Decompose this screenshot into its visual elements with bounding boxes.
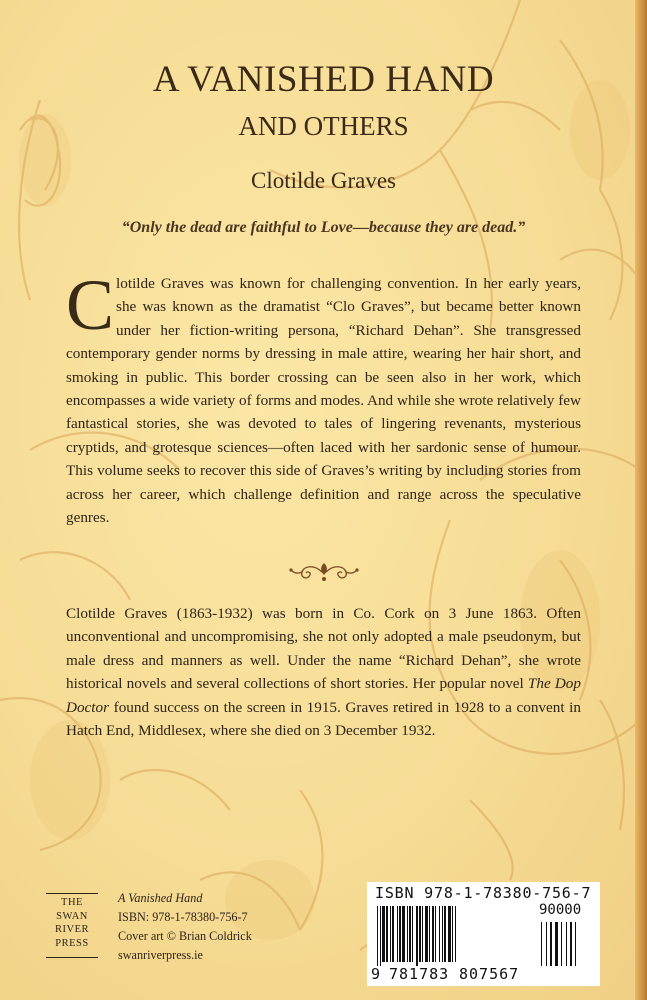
publisher-logo <box>46 893 98 961</box>
barcode-bar <box>397 906 398 962</box>
barcode-bar <box>412 906 413 962</box>
barcode-bar <box>448 906 451 962</box>
barcode-bar <box>419 906 421 962</box>
bio-text-start: Clotilde Graves (1863-1932) was born in Co. Cork on 3 June 1863. Often unconventional and uncompromising, she not only adopted a male pseudonym, but male dress and manners as well. Under the name “Richard Dehan”, she wrote historical novels and several collections of short stories. Her popular novel <box>66 605 581 693</box>
logo-line-4: PRESS <box>55 937 89 949</box>
barcode-bar <box>386 906 388 962</box>
logo-bottom-rule <box>46 957 98 958</box>
author-name: Clotilde Graves <box>251 168 396 193</box>
drop-cap: C <box>66 265 115 345</box>
barcode-digit-first: 9 <box>371 965 382 983</box>
logo-line-2: SWAN <box>56 910 88 922</box>
barcode-digits-left: 781783 <box>389 965 450 983</box>
barcode-bar <box>407 906 408 962</box>
book-subtitle: AND OTHERS <box>238 111 409 141</box>
barcode-bar <box>422 906 423 962</box>
blurb-text: lotilde Graves was known for challenging convention. In her early years, she was known as the dramatist “Clo Graves”, but became better known under her fiction-writing persona, “Richard Dehan”. She transgressed contemporary gender norms by dressing in male attire, wearing her hair short, and smoking in public. This border crossing can be seen also in her work, which encompasses a wide variety of forms and modes. And while she wrote relatively few fantastical stories, she was devoted to tales of lingering revenants, mysterious cryptids, and grotesque sciences—often laced with her sardonic sense of humour. This volume seeks to recover this side of Graves’s writing by including stories from across her career, which challenge definition and range across the speculative genres. <box>66 275 581 527</box>
imprint-book-title: A Vanished Hand <box>118 891 203 905</box>
barcode-digits-right: 807567 <box>459 965 520 983</box>
barcode-addon-bar <box>566 922 567 966</box>
barcode-bar <box>409 906 411 962</box>
imprint-details <box>118 889 252 965</box>
barcode-addon-bar <box>555 922 558 966</box>
barcode-bar <box>382 906 385 962</box>
imprint-isbn: ISBN: 978-1-78380-756-7 <box>118 910 248 924</box>
barcode-bar <box>377 906 378 966</box>
logo-line-3: RIVER <box>55 924 89 936</box>
barcode-bar <box>442 906 443 962</box>
barcode-bar <box>416 906 418 966</box>
logo-top-rule <box>46 893 98 894</box>
barcode-bars <box>375 904 595 968</box>
imprint-website: swanriverpress.ie <box>118 948 203 962</box>
barcode-addon-bar <box>550 922 552 966</box>
imprint-cover-art: Cover art © Brian Coldrick <box>118 929 252 943</box>
barcode-bar <box>399 906 401 962</box>
barcode-bar <box>439 906 440 962</box>
barcode-addon-bar <box>561 922 562 966</box>
barcode-bar <box>402 906 405 962</box>
barcode-bar <box>455 906 456 962</box>
epigraph-quote: “Only the dead are faithful to Love—because they are dead.” <box>121 219 526 236</box>
barcode-addon-bar <box>570 922 572 966</box>
barcode-addon-bar <box>575 922 576 966</box>
barcode-bar <box>432 906 434 962</box>
barcode-isbn-label: ISBN 978-1-78380-756-7 <box>375 884 592 902</box>
author-biography <box>66 602 581 742</box>
barcode-bar <box>452 906 453 962</box>
barcode-bar <box>429 906 430 962</box>
isbn-barcode <box>367 882 600 986</box>
barcode-bar <box>392 906 394 962</box>
book-title: A VANISHED HAND <box>152 59 495 100</box>
barcode-addon-number: 90000 <box>539 902 582 918</box>
barcode-bar <box>435 906 436 962</box>
bio-book-title: The Dop Doctor <box>66 675 581 716</box>
barcode-bar <box>390 906 391 962</box>
bio-text-end: found success on the screen in 1915. Graves retired in 1928 to a convent in Hatch End, Middlesex, where she died on 3 December 1932. <box>66 698 581 740</box>
barcode-bar <box>444 906 446 962</box>
barcode-addon-bar <box>541 922 542 966</box>
fleuron-ornament-icon <box>288 558 360 584</box>
barcode-bar <box>425 906 428 962</box>
logo-line-1: THE <box>61 897 83 908</box>
barcode-addon-bar <box>546 922 547 966</box>
blurb-paragraph <box>66 265 581 529</box>
barcode-bar <box>380 906 381 966</box>
